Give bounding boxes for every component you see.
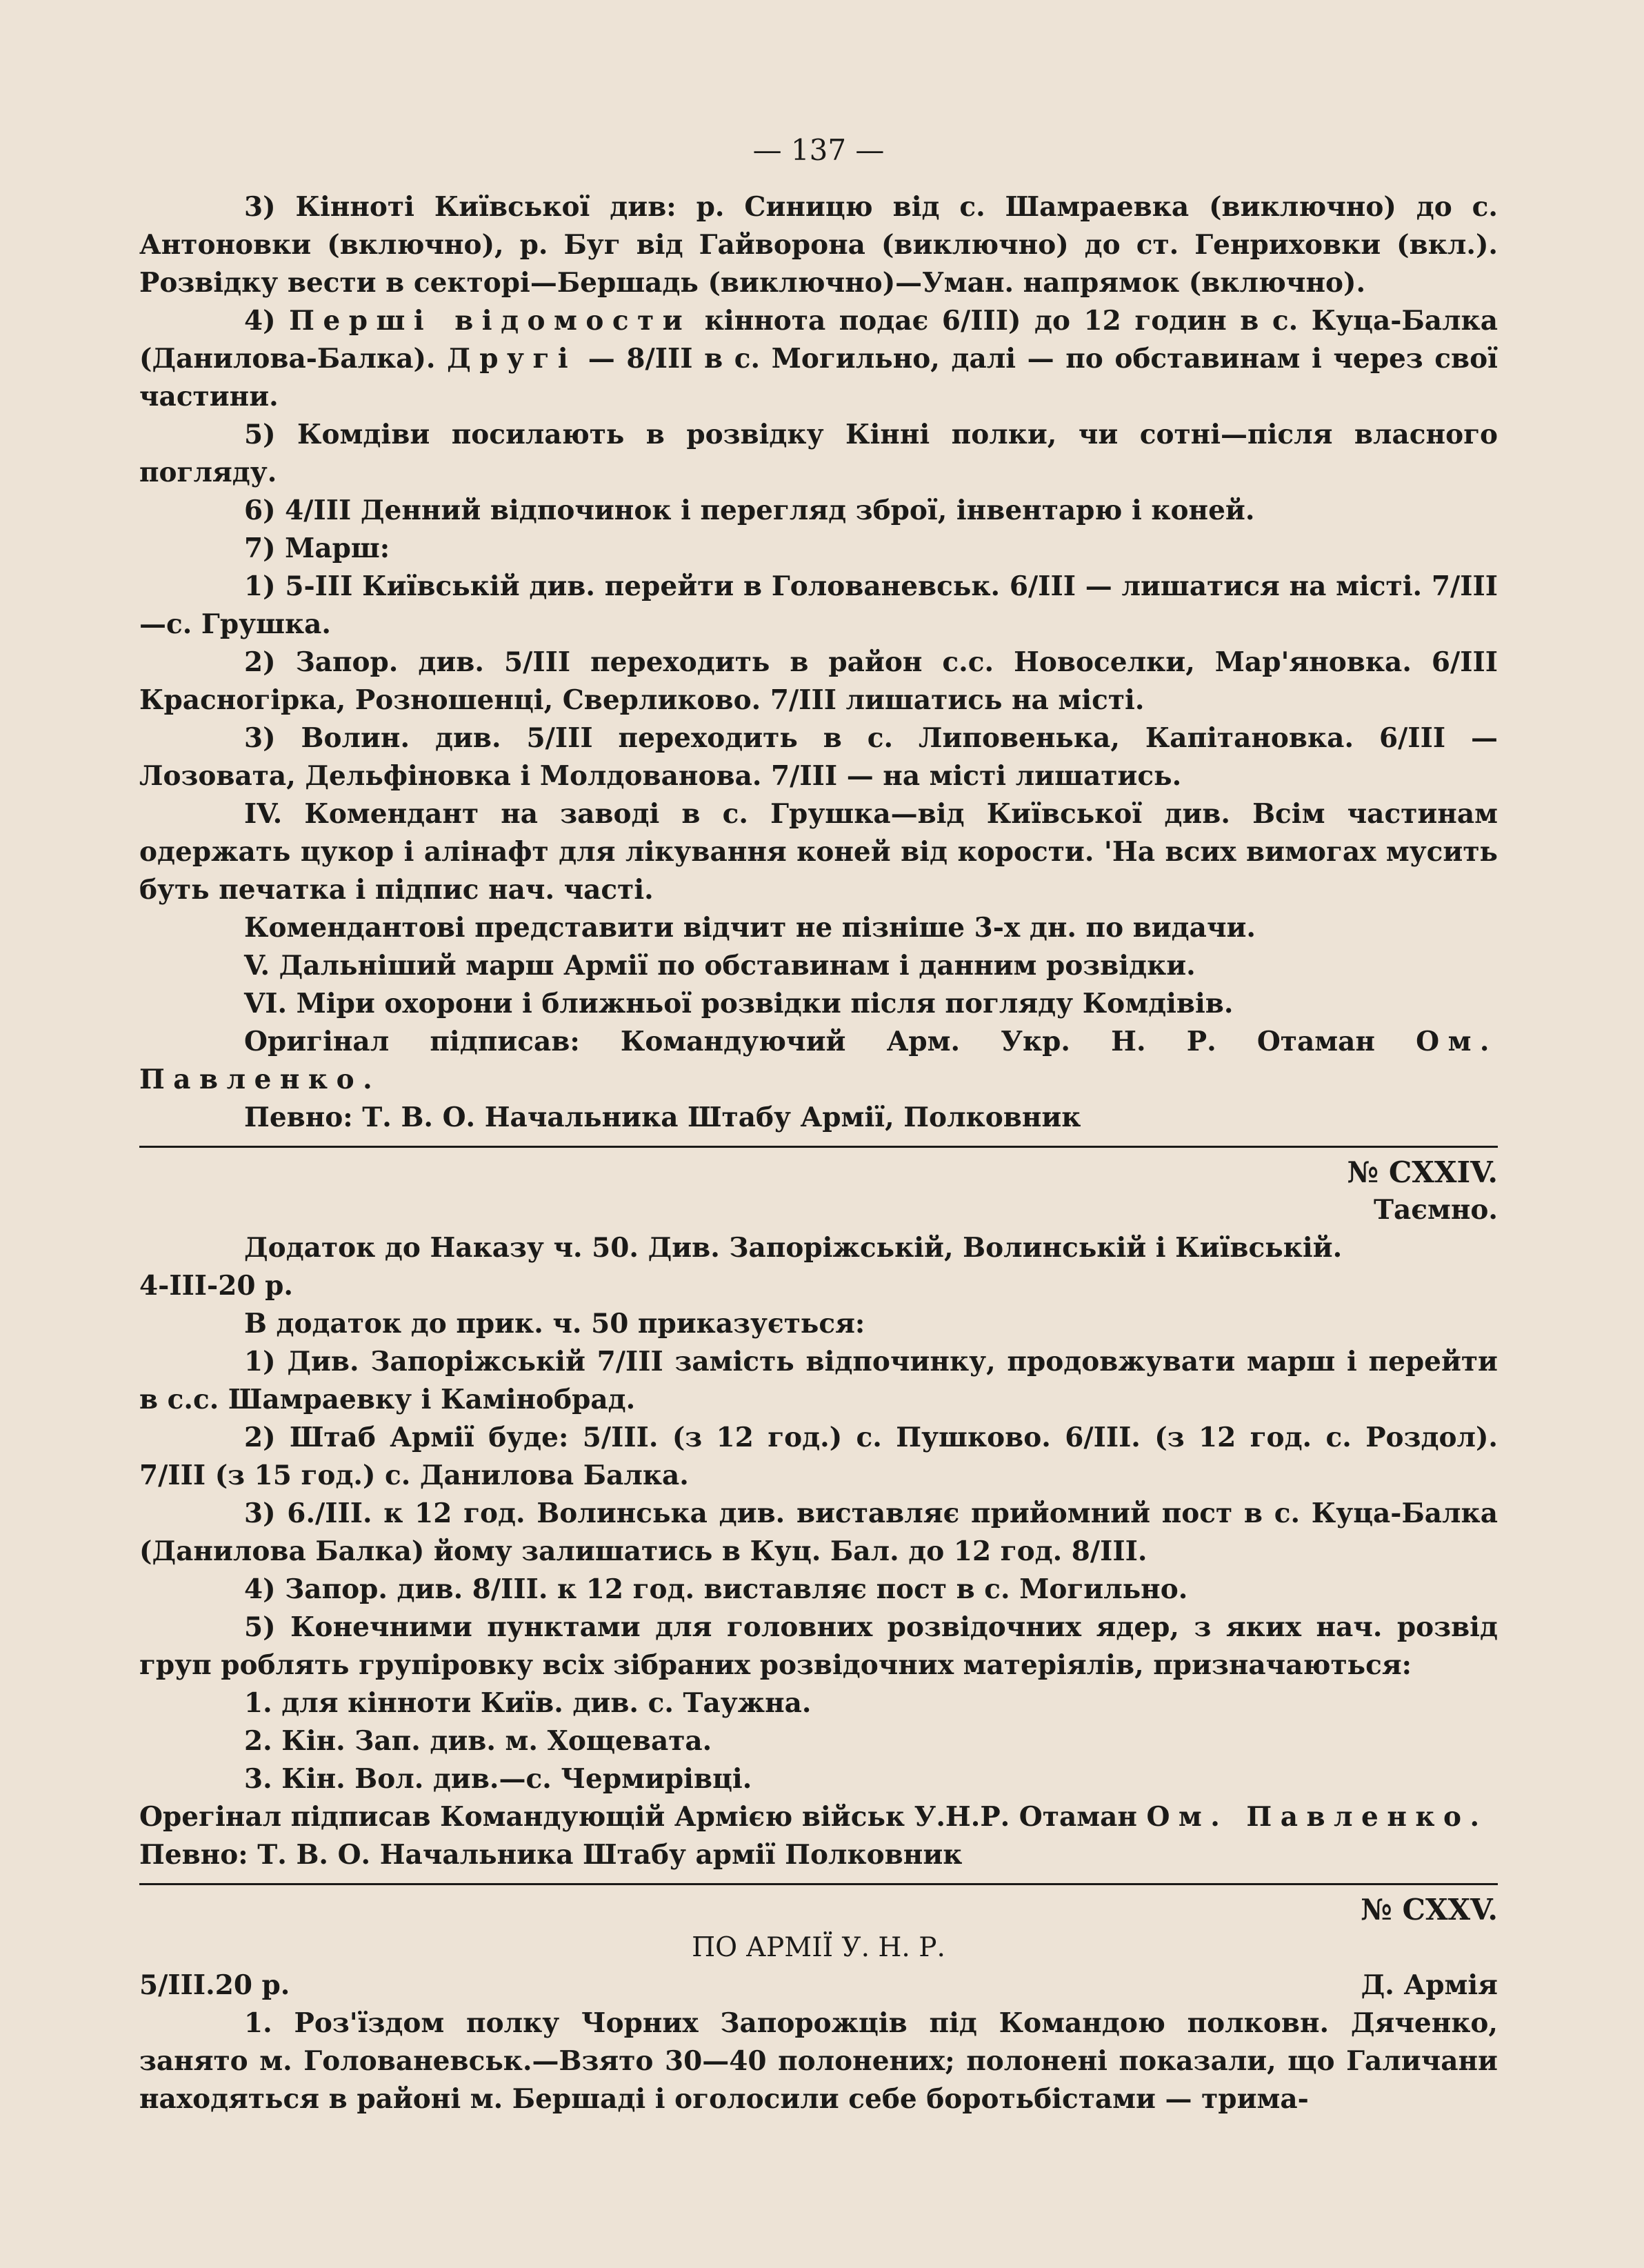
date-line: 4-III-20 р. <box>139 1270 293 1302</box>
text-span: — 8/III в с. Могильно, далі — по обставинам і через свої частини. <box>139 343 1498 412</box>
page-content <box>139 131 1498 2118</box>
text-span: ) до 12 годин в с. Куца-Балка (Данилова-Балка). <box>139 305 1498 375</box>
signature-name: Ом. Павленко. <box>1146 1801 1488 1833</box>
spaced-text: Перші відомости <box>289 305 692 337</box>
divider <box>139 1146 1498 1148</box>
paragraph: 6) 4/III Денний відпочинок і перегляд зброї, інвентарю і коней. <box>244 495 1255 526</box>
paragraph: В додаток до прик. ч. 50 приказується: <box>244 1308 865 1340</box>
paragraph: 1) Див. Запоріжській 7/III замість відпочинку, продовжувати марш і перейти в с.с. Шамраевку і Камінобрад. <box>139 1346 1498 1415</box>
date-place-row <box>139 1967 1498 2005</box>
document-number: № CXXV. <box>1361 1893 1498 1927</box>
paragraph: 2) Штаб Армії буде: 5/III. (з 12 год.) с. Пушково. 6/III. (з 12 год. с. Роздол). 7/III (з 15 год.) с. Данилова Балка. <box>139 1422 1498 1491</box>
paragraph: 1. Роз'їздом полку Чорних Запорожців під Командою полковн. Дяченко, занято м. Голованевськ.—Взято 30—40 полонених; полонені показали, що Галичани находяться в районі м. Бершаді і оголосили себе боротьбістами — трима- <box>139 2007 1498 2115</box>
document-date: 5/III.20 р. <box>139 1969 290 2001</box>
certification-line: Певно: Т. В. О. Начальника Штабу Армії, Полковник <box>244 1102 1081 1133</box>
paragraph: 2) Запор. див. 5/III переходить в район с.с. Новоселки, Мар'яновка. 6/III Красногірка, Розношенці, Сверликово. 7/III лишатись на місті. <box>139 646 1498 716</box>
list-item: 2. Кін. Зап. див. м. Хощевата. <box>244 1725 712 1757</box>
signature-line <box>139 1023 1498 1099</box>
divider <box>139 1883 1498 1885</box>
document-place: Д. Армія <box>1361 1969 1498 2001</box>
paragraph: 5) Конечними пунктами для головних розвідочних ядер, з яких нач. розвід груп роблять групіровку всіх зібраних розвідочних матеріялів, призначаються: <box>139 1611 1498 1681</box>
classification-label: Таємно. <box>1373 1194 1498 1226</box>
spaced-text: Другі <box>447 343 577 375</box>
text-span: 4) <box>244 305 290 337</box>
text-span: кіннота подає 6/III <box>691 305 1008 337</box>
paragraph: Комендантові представити відчит не пізніше 3-х дн. по видачи. <box>244 912 1256 944</box>
section-title: ПО АРМІЇ У. Н. Р. <box>692 1932 945 1963</box>
page-number: — 137 — <box>752 133 885 167</box>
signature-name: Ом. Павленко. <box>139 1026 1498 1095</box>
paragraph: 4) Запор. див. 8/III. к 12 год. виставляє пост в с. Могильно. <box>244 1573 1188 1605</box>
paragraph: 5) Комдіви посилають в розвідку Кінні полки, чи сотні—після власного погляду. <box>139 419 1498 488</box>
list-item: 3. Кін. Вол. див.—с. Чермирівці. <box>244 1763 752 1795</box>
paragraph: 7) Марш: <box>244 533 390 564</box>
document-number: № CXXIV. <box>1347 1155 1498 1189</box>
paragraph: 3) Волин. див. 5/III переходить в с. Липовенька, Капітановка. 6/III — Лозовата, Дельфіновка і Молдованова. 7/III — на місті лишатись. <box>139 722 1498 792</box>
signature-line <box>139 1798 1498 1836</box>
text-span: Орегінал підписав Командующій Армією військ У.Н.Р. Отаман <box>139 1801 1147 1833</box>
paragraph: VI. Міри охорони і ближньої розвідки після погляду Комдівів. <box>244 988 1234 1019</box>
text-span: Оригінал підписав: Командуючий Арм. Укр. Н. Р. Отаман <box>244 1026 1416 1057</box>
list-item: 1. для кінноти Київ. див. с. Таужна. <box>244 1687 812 1719</box>
paragraph <box>139 302 1498 416</box>
paragraph: 3) Кінноті Київської див: р. Синицю від с. Шамраевка (виключно) до с. Антоновки (включно), р. Буг від Гайворона (виключно) до ст. Генриховки (вкл.). Розвідку вести в секторі—Бершадь (виключно)—Уман. напрямок (включно). <box>139 191 1498 299</box>
paragraph: 1) 5-III Київській див. перейти в Голованевськ. 6/III — лишатися на місті. 7/III—с. Грушка. <box>139 570 1498 640</box>
paragraph: IV. Комендант на заводі в с. Грушка—від Київської див. Всім частинам одержать цукор і алінафт для лікування коней від корости. 'На всих вимогах мусить буть печатка і підпис нач. часті. <box>139 798 1498 906</box>
certification-line: Певно: Т. В. О. Начальника Штабу армії Полковник <box>139 1839 963 1871</box>
paragraph: V. Дальніший марш Армії по обставинам і данним розвідки. <box>244 950 1196 982</box>
paragraph: Додаток до Наказу ч. 50. Див. Запоріжській, Волинській і Київській. <box>244 1232 1343 1264</box>
paragraph: 3) 6./III. к 12 год. Волинська див. виставляє прийомний пост в с. Куца-Балка (Данилова Балка) йому залишатись в Куц. Бал. до 12 год. 8/III. <box>139 1498 1498 1567</box>
